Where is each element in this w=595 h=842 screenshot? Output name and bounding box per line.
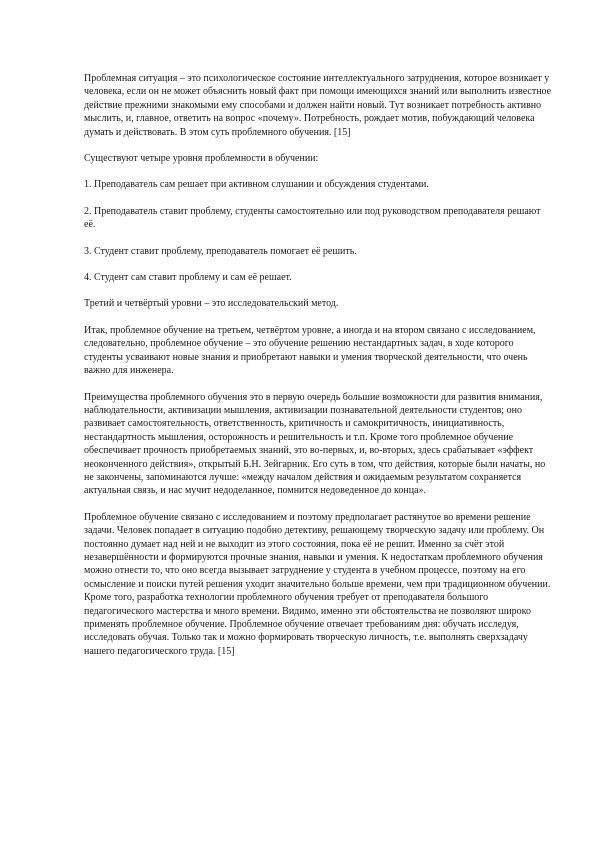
paragraph-disadvantages: Проблемное обучение связано с исследованием и поэтому предполагает растянутое во времени решение задачи. Человек попадает в ситуацию подобно детективу, решающему творческую задачу или проблему. Он постоянно думает над ней и не выходит из этого состояния, пока её не решит. Именно за счёт этой незавершённости и формируются прочные знания, навыки и умения. К недостаткам проблемного обучения можно отнести то, что оно всегда вызывает затруднение у студента в учебном процессе, поэтому на его осмысление и поиски путей решения уходит значительно больше времени, чем при традиционном обучении. Кроме того, разработка технологии проблемного обучения требует от преподавателя большого педагогического мастерства и много времени. Видимо, именно эти обстоятельства не позволяют широко применять проблемное обучение. Проблемное обучение отвечает требованиям дня: обучать исследуя, исследовать обучая. Только так и можно формировать творческую личность, т.е. выполнять сверхзадачу нашего педагогического труда. [15] — [84, 511, 551, 657]
paragraph-advantages: Преимущества проблемного обучения это в первую очередь большие возможности для развития внимания, наблюдательности, активизации мышления, активизации познавательной деятельности студентов; оно развивает самостоятельность, ответственность, критичность и самокритичность, инициативность, нестандартность мышления, осторожность и решительность и т.п. Кроме того проблемное обучение обеспечивает прочность приобретаемых знаний, это во-первых, и, во-вторых, здесь срабатывает «эффект неоконченного действия», открытый Б.Н. Зейгарник. Его суть в том, что действия, которые были начаты, но не закончены, запоминаются лучше: «между началом действия и ожидаемым результатом сохраняется актуальная связь, и нас мучит недоделанное, помнится недоведенное до конца». — [84, 391, 546, 497]
paragraph-research-method: Третий и четвёртый уровни – это исследовательский метод. — [84, 298, 339, 310]
paragraph-level-1: 1. Преподаватель сам решает при активном слушании и обсуждения студентами. — [84, 179, 429, 191]
paragraph-level-3: 3. Студент ставит проблему, преподаватель помогает её решить. — [84, 245, 357, 257]
paragraph-levels-intro: Существуют четыре уровня проблемности в обучении: — [84, 153, 319, 165]
paragraph-level-4: 4. Студент сам ставит проблему и сам её решает. — [84, 272, 292, 284]
paragraph-problem-situation: Проблемная ситуация – это психологическое состояние интеллектуального затруднения, которое возникает у человека, если он не может объяснить новый факт при помощи имеющихся знаний или выполнить известное действие прежними знакомыми ему способами и должен найти новый. Тут возникает потребность активно мыслить, и, главное, ответить на вопрос «почему». Потребность, рождает мотив, побуждающий человека думать и действовать. В этом суть проблемного обучения. [15] — [84, 73, 552, 138]
paragraph-level-2: 2. Преподаватель ставит проблему, студенты самостоятельно или под руководством преподавателя решают её. — [84, 205, 541, 231]
paragraph-summary: Итак, проблемное обучение на третьем, четвёртом уровне, а иногда и на втором связано с исследованием, следовательно, проблемное обучение – это обучение решению нестандартных задач, в ходе которого студенты усваивают новые знания и приобретают навыки и умения творческой деятельности, что очень важно для инженера. — [84, 324, 536, 377]
document-body — [84, 72, 554, 671]
